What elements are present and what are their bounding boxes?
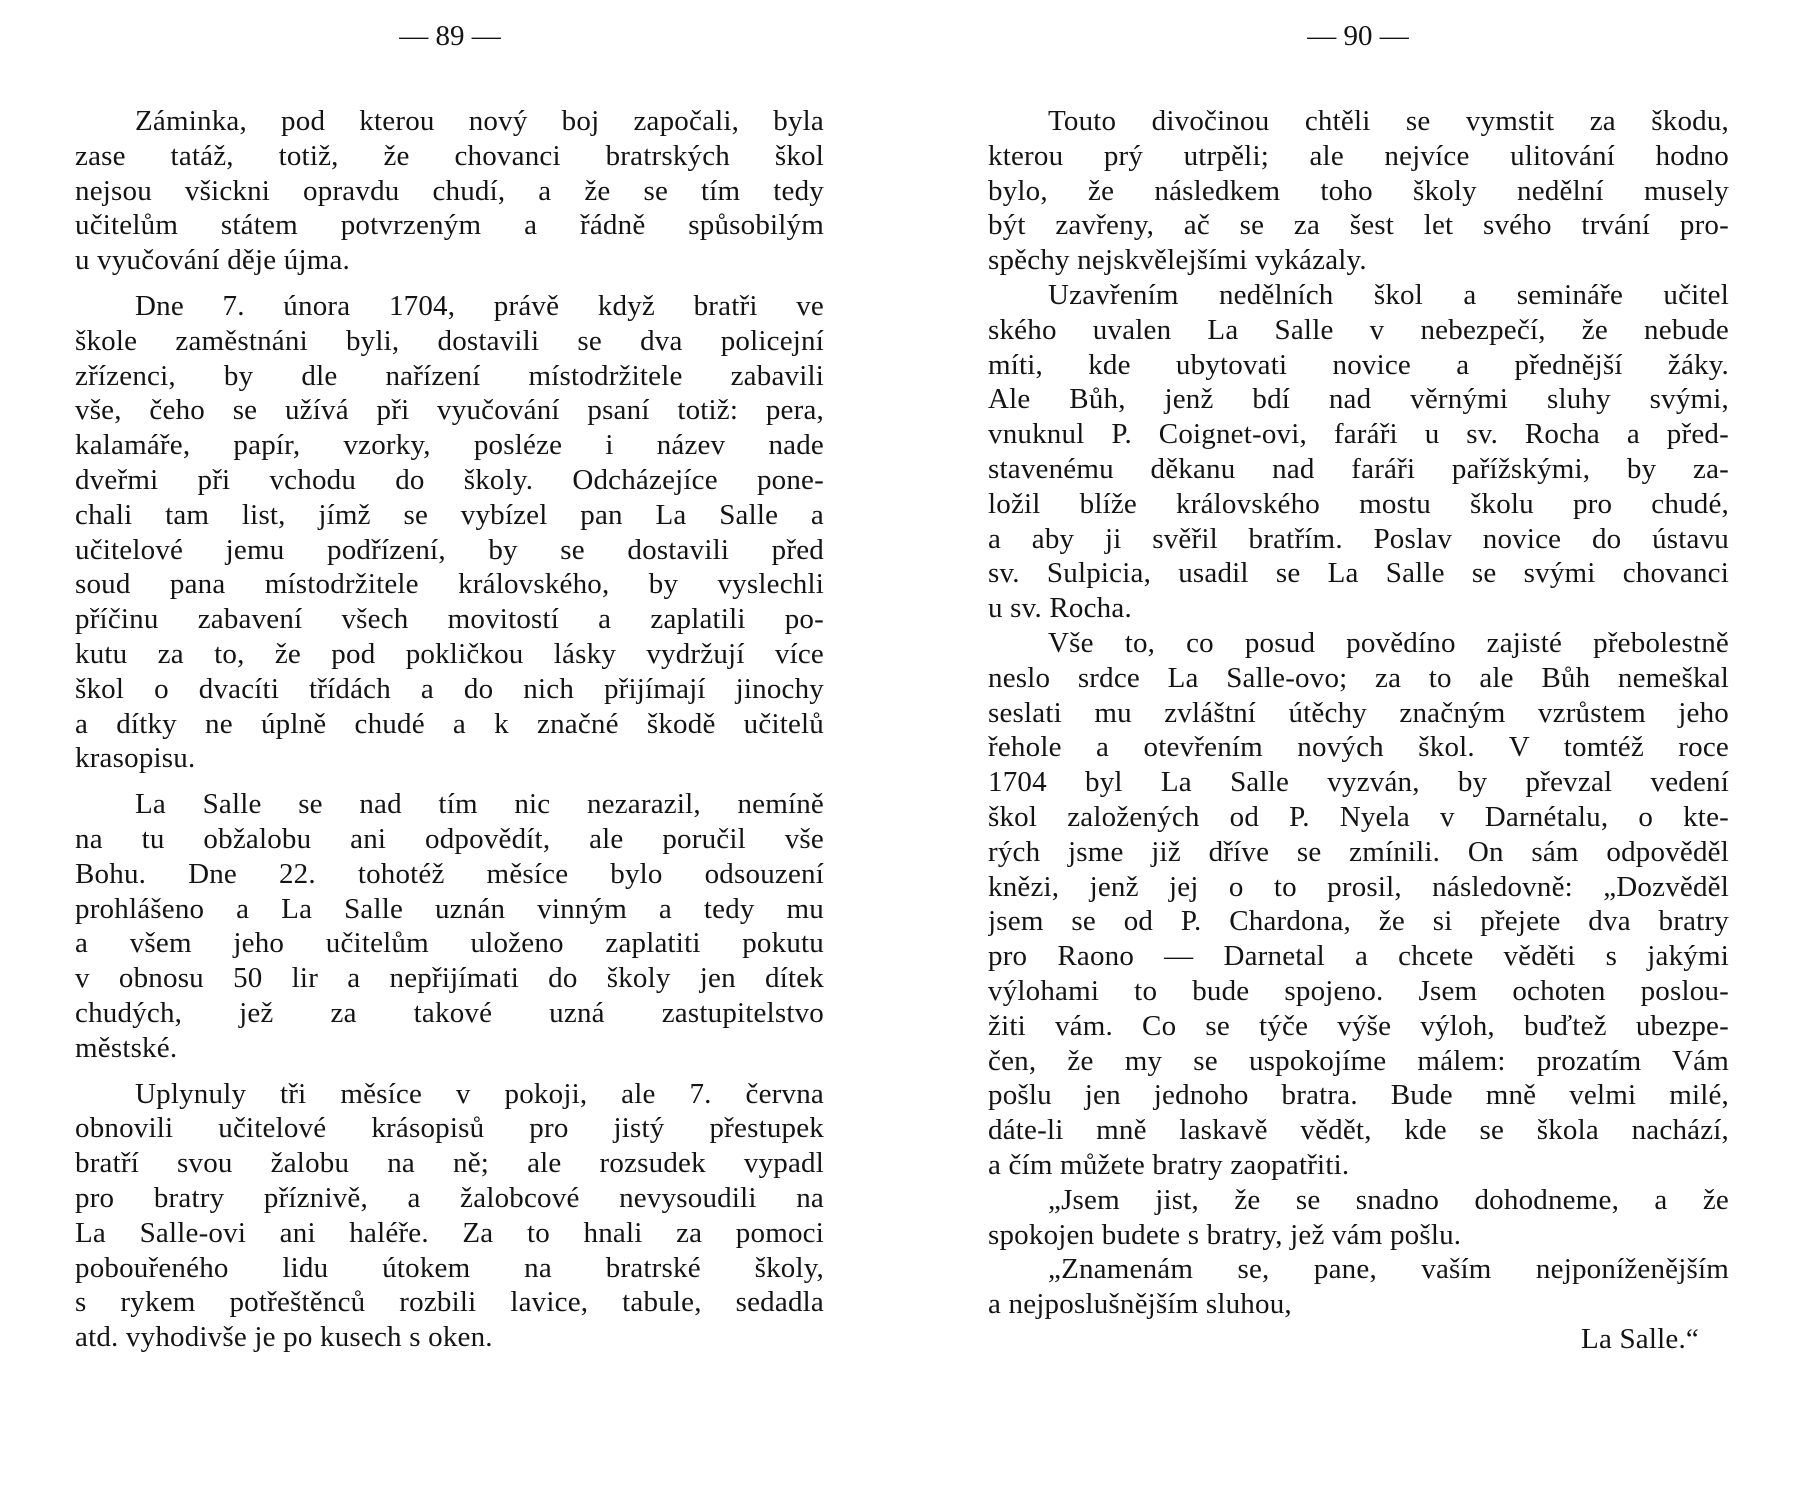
text-line: sv. Sulpicia, usadil se La Salle se svými chovanci xyxy=(988,557,1729,590)
text-line: La Salle se nad tím nic nezarazil, nemíně xyxy=(135,788,824,821)
text-line: spokojen budete s bratry, jež vám pošlu. xyxy=(988,1218,1462,1251)
text-line: být zavřeny, ač se za šest let svého trvání pro- xyxy=(988,209,1729,242)
text-line: a aby ji svěřil bratřím. Poslav novice do ústavu xyxy=(988,522,1729,555)
text-line: u sv. Rocha. xyxy=(988,592,1132,625)
text-line: žiti vám. Co se týče výše výloh, buďtež ubezpe- xyxy=(988,1009,1729,1042)
text-line: v obnosu 50 lir a nepřijímati do školy jen dítek xyxy=(75,962,824,995)
text-line: chudých, jež za takové uzná zastupitelstvo xyxy=(75,996,824,1029)
text-line: pošlu jen jednoho bratra. Bude mně velmi milé, xyxy=(988,1079,1729,1112)
text-line: Bohu. Dne 22. tohotéž měsíce bylo odsouzení xyxy=(75,857,824,890)
text-line: pro bratry příznivě, a žalobcové nevysoudili na xyxy=(75,1181,824,1214)
text-line: Záminka, pod kterou nový boj započali, byla xyxy=(135,105,824,137)
text-line: čen, že my se uspokojíme málem: prozatím Vám xyxy=(988,1044,1729,1077)
text-line: seslati mu zvláštní útěchy značným vzrůstem jeho xyxy=(988,696,1729,729)
text-line: kalamáře, papír, vzorky, posléze i název nade xyxy=(75,429,824,462)
text-line: prohlášeno a La Salle uznán vinným a tedy mu xyxy=(75,892,824,925)
text-line: soud pana místodržitele královského, by vyslechli xyxy=(75,568,824,601)
text-line: bratří svou žalobu na ně; ale rozsudek vypadl xyxy=(75,1147,824,1180)
text-line: na tu obžalobu ani odpovědít, ale poručil vše xyxy=(75,822,824,855)
text-line: Dne 7. února 1704, právě když bratři ve xyxy=(135,289,824,322)
text-line: 1704 byl La Salle vyzván, by převzal vedení xyxy=(988,766,1729,799)
text-line: ložil blíže královského mostu školu pro chudé, xyxy=(988,487,1729,520)
text-line: škole zaměstnáni byli, dostavili se dva policejní xyxy=(75,324,824,357)
text-line: u vyučování děje újma. xyxy=(75,244,350,277)
text-line: „Znamenám se, pane, vaším nejponíženějším xyxy=(1048,1253,1729,1286)
text-line: výlohami to bude spojeno. Jsem ochoten poslou- xyxy=(988,974,1729,1007)
text-line: dáte-li mně laskavě vědět, kde se škola nachází, xyxy=(988,1114,1729,1147)
text-line: škol založených od P. Nyela v Darnétalu, o kte- xyxy=(988,800,1729,833)
text-line: Uzavřením nedělních škol a semináře učitel xyxy=(1048,278,1729,311)
text-line: míti, kde ubytovati novice a přednější žáky. xyxy=(988,348,1729,381)
text-line: příčinu zabavení všech movitostí a zaplatili po- xyxy=(75,603,824,636)
signature-line: La Salle.“ xyxy=(1581,1322,1699,1355)
left-page-text xyxy=(75,104,824,1355)
text-line: knězi, jenž jej o to prosil, následovně: „Dozvěděl xyxy=(988,870,1729,903)
text-line: a čím můžete bratry zaopatřiti. xyxy=(988,1148,1350,1181)
text-line: stavenému děkanu nad faráři pařížskými, by za- xyxy=(988,452,1729,485)
text-line: nejsou všickni opravdu chudí, a že se tím tedy xyxy=(75,174,824,207)
page-number-right: — 90 — xyxy=(1307,20,1409,52)
text-line: vše, čeho se užívá při vyučování psaní totiž: pera, xyxy=(75,394,824,427)
text-line: atd. vyhodivše je po kusech s oken. xyxy=(75,1321,493,1354)
text-line: bylo, že následkem toho školy nedělní musely xyxy=(988,174,1729,207)
text-line: s rykem potřeštěnců rozbili lavice, tabule, sedadla xyxy=(75,1286,824,1319)
text-line: a nejposlušnějším sluhou, xyxy=(988,1288,1292,1321)
text-line: La Salle-ovi ani haléře. Za to hnali za pomoci xyxy=(75,1216,824,1249)
text-line: jsem se od P. Chardona, že si přejete dva bratry xyxy=(988,905,1729,938)
text-line: neslo srdce La Salle-ovo; za to ale Bůh nemeškal xyxy=(988,661,1729,694)
text-line: Touto divočinou chtěli se vymstit za škodu, xyxy=(1048,105,1729,137)
text-line: zřízenci, by dle nařízení místodržitele zabavili xyxy=(75,359,824,392)
text-line: obnovili učitelové krásopisů pro jistý přestupek xyxy=(75,1112,824,1145)
text-line: pro Raono — Darnetal a chcete věděti s jakými xyxy=(988,940,1729,973)
text-line: rých jsme již dříve se zmínili. On sám odpověděl xyxy=(988,835,1729,868)
text-line: Ale Bůh, jenž bdí nad věrnými sluhy svými, xyxy=(988,383,1729,416)
text-line: chali tam list, jímž se vybízel pan La Salle a xyxy=(75,498,824,531)
text-line: pobouřeného lidu útokem na bratrské školy, xyxy=(75,1251,824,1284)
text-line: škol o dvacíti třídách a do nich přijímají jinochy xyxy=(75,672,824,705)
text-line: spěchy nejskvělejšími vykázaly. xyxy=(988,244,1367,277)
text-line: kutu za to, že pod pokličkou lásky vydržují více xyxy=(75,637,824,670)
right-page-text xyxy=(988,104,1729,1357)
text-line: městské. xyxy=(75,1031,178,1064)
text-line: učitelové jemu podřízení, by se dostavili před xyxy=(75,533,824,566)
text-line: ského uvalen La Salle v nebezpečí, že nebude xyxy=(988,313,1729,346)
text-line: vnuknul P. Coignet-ovi, faráři u sv. Rocha a před- xyxy=(988,418,1729,451)
text-line: zase tatáž, totiž, že chovanci bratrských škol xyxy=(75,139,824,172)
text-line: dveřmi při vchodu do školy. Odcházejíce pone- xyxy=(75,463,824,496)
text-line: kterou prý utrpěli; ale nejvíce ulitování hodno xyxy=(988,139,1729,172)
text-line: Vše to, co posud povědíno zajisté přebolestně xyxy=(1048,626,1729,659)
text-line: učitelům státem potvrzeným a řádně spůsobilým xyxy=(75,209,824,242)
page-number-left: — 89 — xyxy=(399,20,501,52)
text-line: řehole a otevřením nových škol. V tomtéž roce xyxy=(988,731,1729,764)
text-line: krasopisu. xyxy=(75,742,196,775)
text-line: „Jsem jist, že se snadno dohodneme, a že xyxy=(1048,1183,1729,1216)
text-line: a dítky ne úplně chudé a k značné škodě učitelů xyxy=(75,707,824,740)
text-line: Uplynuly tři měsíce v pokoji, ale 7. června xyxy=(135,1077,824,1110)
text-line: a všem jeho učitelům uloženo zaplatiti pokutu xyxy=(75,927,824,960)
